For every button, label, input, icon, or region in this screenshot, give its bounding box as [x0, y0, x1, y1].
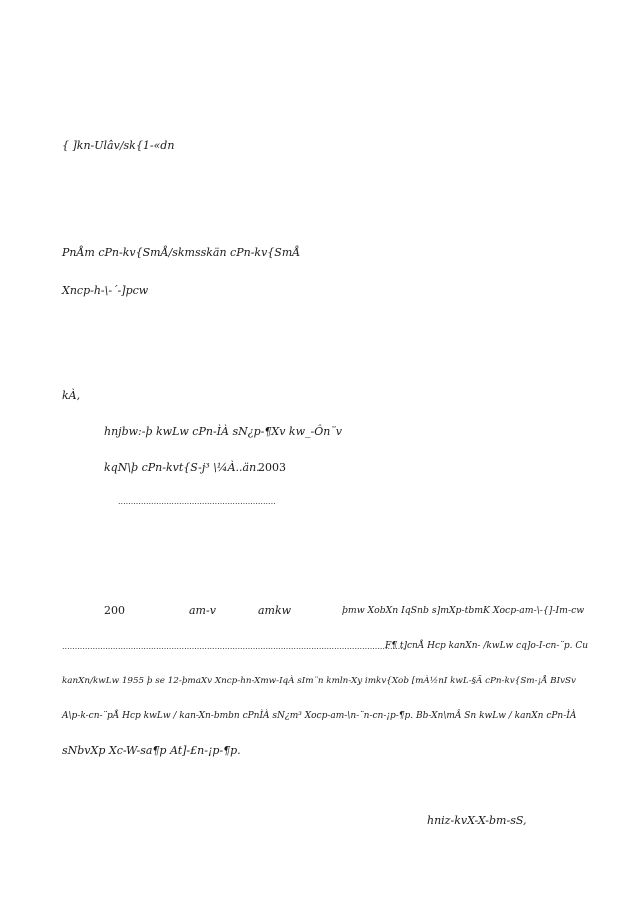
body-line-4: A\p-k-cn-¨pÅ Hcp kwLw / kan-Xn-bmbn cPnÌÀ sN¿m³ Xocp-am-\n-¨n-cn-¡p-¶p. Bb-Xn\mÂ Sn kwLw / kanXn cPn-ÌÀ	[62, 711, 577, 721]
body-line-3: kanXn/kwLw 1955 þ se 12-þmaXv Xncp-hn-Xmw-IqÀ sIm¨n kmln-Xy imkv{Xob [mÀ½nI kwL-§Ä cPn-kv{Sm-¡Å BIvSv	[62, 676, 576, 686]
body-col-1: 200	[104, 604, 125, 617]
body-line-2-text: F¶ t]cnÅ Hcp kanXn- /kwLw cq]o-I-cn-¨p. Cu	[385, 641, 589, 651]
body-col-2: am-v	[189, 604, 216, 617]
salutation: kÀ,	[62, 389, 81, 402]
reference-line: kqN\þ cPn-kvt{S-j³ \¼À..än.	[104, 461, 260, 474]
body-line-2-dots: .......................................................................................................................................	[62, 642, 406, 651]
closing: hniz-kvX-X-bm-sS,	[427, 814, 527, 827]
heading-line: { ]kn-Ulâv/sk{1-«dn	[62, 139, 175, 152]
reference-year: 2003	[258, 461, 286, 474]
address-line-1: PnÅm cPn-kv{SmÅ/skmsskän cPn-kv{SmÅ	[62, 246, 301, 259]
body-col-4: þmw XobXn IqSnb s]mXp-tbmK Xocp-am-\-{]-Im-cw	[342, 605, 585, 616]
body-line-5: sNbvXp Xc-W-sa¶p At]-£n-¡p-¶p.	[62, 744, 241, 757]
body-col-3: amkw	[258, 604, 292, 617]
reference-dots: ..............................................................	[118, 497, 276, 506]
subject-line: hnjbw:-þ kwLw cPn-ÌÀ sN¿p-¶Xv kw_-Ôn¨v	[104, 425, 343, 438]
address-line-2: Xncp-h-\-´-]pcw	[62, 284, 149, 297]
